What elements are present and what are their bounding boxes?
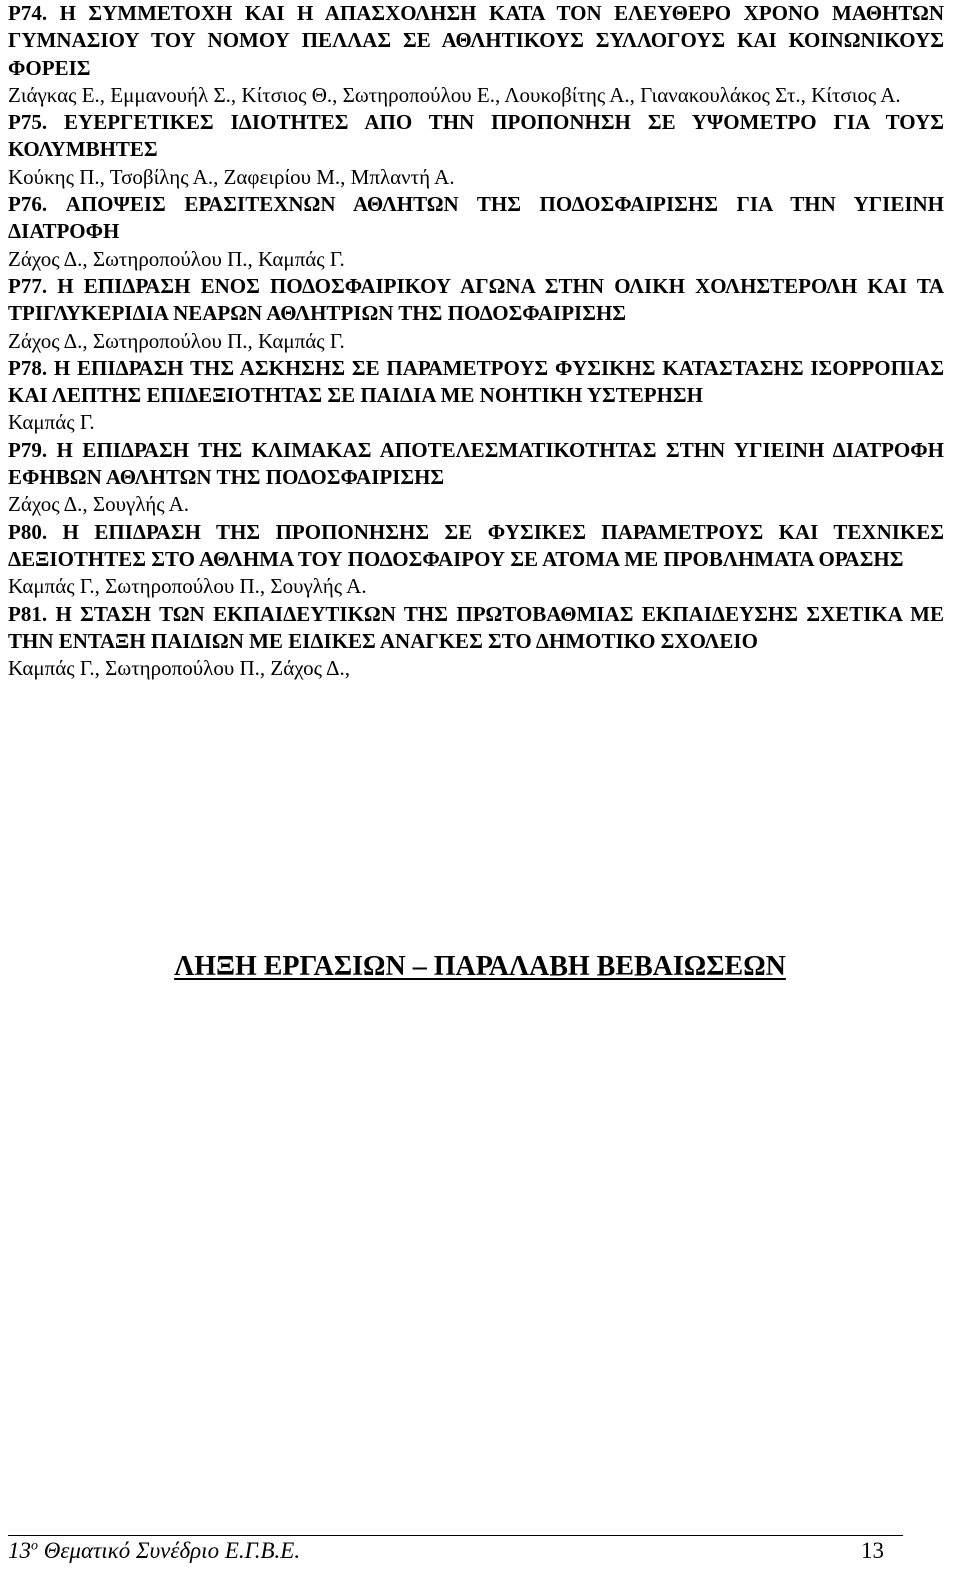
entry-title: P80. Η ΕΠΙΔΡΑΣΗ ΤΗΣ ΠΡΟΠΟΝΗΣΗΣ ΣΕ ΦΥΣΙΚΕΣ ΠΑΡΑΜΕΤΡΟΥΣ ΚΑΙ ΤΕΧΝΙΚΕΣ ΔΕΞΙΟΤΗΤΕΣ ΣΤΟ ΑΘΛΗΜΑ ΤΟΥ ΠΟΔΟΣΦΑΙΡΟΥ ΣΕ ΑΤΟΜΑ ΜΕ ΠΡΟΒΛΗΜΑΤΑ ΟΡΑΣΗΣ — [8, 519, 944, 571]
entry-title: P74. Η ΣΥΜΜΕΤΟΧΗ ΚΑΙ Η ΑΠΑΣΧΟΛΗΣΗ ΚΑΤΑ ΤΟΝ ΕΛΕΥΘΕΡΟ ΧΡΟΝΟ ΜΑΘΗΤΩΝ ΓΥΜΝΑΣΙΟΥ ΤΟΥ ΝΟΜΟΥ ΠΕΛΛΑΣ ΣΕ ΑΘΛΗΤΙΚΟΥΣ ΣΥΛΛΟΓΟΥΣ ΚΑΙ ΚΟΙΝΩΝΙΚΟΥΣ ΦΟΡΕΙΣ — [8, 1, 944, 80]
entry-title: P76. ΑΠΟΨΕΙΣ ΕΡΑΣΙΤΕΧΝΩΝ ΑΘΛΗΤΩΝ ΤΗΣ ΠΟΔΟΣΦΑΙΡΙΣΗΣ ΓΙΑ ΤΗΝ ΥΓΙΕΙΝΗ ΔΙΑΤΡΟΦΗ — [8, 192, 944, 244]
entry-authors: Καμπάς Γ., Σωτηροπούλου Π., Ζάχος Δ., — [8, 656, 350, 681]
entry-authors: Κούκης Π., Τσοβίλης Α., Ζαφειρίου Μ., Μπλαντή Α. — [8, 164, 455, 189]
footer-conference-number: 13 — [8, 1538, 31, 1563]
entry-authors: Ζάχος Δ., Σουγλής Α. — [8, 492, 190, 517]
closing-heading: ΛΗΞΗ ΕΡΓΑΣΙΩΝ – ΠΑΡΑΛΑΒΗ ΒΕΒΑΙΩΣΕΩΝ — [174, 951, 786, 982]
entry-title: P79. Η ΕΠΙΔΡΑΣΗ ΤΗΣ ΚΛΙΜΑΚΑΣ ΑΠΟΤΕΛΕΣΜΑΤΙΚΟΤΗΤΑΣ ΣΤΗΝ ΥΓΙΕΙΝΗ ΔΙΑΤΡΟΦΗ ΕΦΗΒΩΝ ΑΘΛΗΤΩΝ ΤΗΣ ΠΟΔΟΣΦΑΙΡΙΣΗΣ — [8, 437, 944, 490]
entry-title: P75. ΕΥΕΡΓΕΤΙΚΕΣ ΙΔΙΟΤΗΤΕΣ ΑΠΟ ΤΗΝ ΠΡΟΠΟΝΗΣΗ ΣΕ ΥΨΟΜΕΤΡΟ ΓΙΑ ΤΟΥΣ ΚΟΛΥΜΒΗΤΕΣ — [8, 110, 944, 162]
entry-authors: Ζάχος Δ., Σωτηροπούλου Π., Καμπάς Γ. — [8, 328, 345, 353]
entry-authors: Ζιάγκας Ε., Εμμανουήλ Σ., Κίτσιος Θ., Σωτηροπούλου Ε., Λουκοβίτης Α., Γιανακουλάκος Στ., Κίτσιος Α. — [8, 82, 901, 107]
program-list — [8, 0, 944, 682]
entry-title: P77. Η ΕΠΙΔΡΑΣΗ ΕΝΟΣ ΠΟΔΟΣΦΑΙΡΙΚΟΥ ΑΓΩΝΑ ΣΤΗΝ ΟΛΙΚΗ ΧΟΛΗΣΤΕΡΟΛΗ ΚΑΙ ΤΑ ΤΡΙΓΛΥΚΕΡΙΔΙΑ ΝΕΑΡΩΝ ΑΘΛΗΤΡΙΩΝ ΤΗΣ ΠΟΔΟΣΦΑΙΡΙΣΗΣ — [8, 273, 944, 326]
entry-authors: Καμπάς Γ. — [8, 410, 95, 435]
entry-authors: Ζάχος Δ., Σωτηροπούλου Π., Καμπάς Γ. — [8, 246, 345, 271]
footer-conference-name: Θεματικό Συνέδριο Ε.Γ.Β.Ε. — [43, 1538, 301, 1563]
page-number: 13 — [861, 1538, 884, 1563]
footer-divider — [8, 1535, 903, 1536]
entry-title: P78. Η ΕΠΙΔΡΑΣΗ ΤΗΣ ΑΣΚΗΣΗΣ ΣΕ ΠΑΡΑΜΕΤΡΟΥΣ ΦΥΣΙΚΗΣ ΚΑΤΑΣΤΑΣΗΣ ΙΣΟΡΡΟΠΙΑΣ ΚΑΙ ΛΕΠΤΗΣ ΕΠΙΔΕΞΙΟΤΗΤΑΣ ΣΕ ΠΑΙΔΙΑ ΜΕ ΝΟΗΤΙΚΗ ΥΣΤΕΡΗΣΗ — [8, 355, 944, 408]
entry-authors: Καμπάς Γ., Σωτηροπούλου Π., Σουγλής Α. — [8, 574, 367, 599]
entry-title: P81. Η ΣΤΑΣΗ ΤΩΝ ΕΚΠΑΙΔΕΥΤΙΚΩΝ ΤΗΣ ΠΡΩΤΟΒΑΘΜΙΑΣ ΕΚΠΑΙΔΕΥΣΗΣ ΣΧΕΤΙΚΑ ΜΕ ΤΗΝ ΕΝΤΑΞΗ ΠΑΙΔΙΩΝ ΜΕ ΕΙΔΙΚΕΣ ΑΝΑΓΚΕΣ ΣΤΟ ΔΗΜΟΤΙΚΟ ΣΧΟΛΕΙΟ — [8, 601, 944, 653]
footer-ordinal-superscript: ο — [31, 1538, 38, 1554]
page-footer — [8, 1537, 884, 1565]
